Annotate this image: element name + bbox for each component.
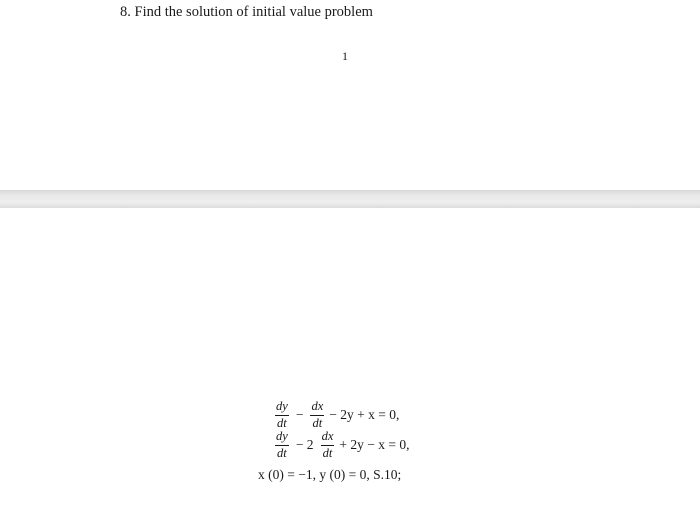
- equation-system: [258, 400, 409, 488]
- fraction-denominator: dt: [322, 445, 333, 460]
- fraction-numerator: dy: [275, 400, 289, 415]
- fraction-dy-dt: [275, 430, 289, 459]
- fraction-dy-dt: [275, 400, 289, 429]
- initial-conditions-text: x (0) = −1, y (0) = 0, S.10;: [258, 467, 402, 482]
- initial-conditions: [258, 462, 409, 488]
- operator: − 2: [295, 437, 314, 452]
- fraction-denominator: dt: [277, 445, 287, 460]
- fraction-numerator: dy: [275, 430, 289, 445]
- equation-1: [272, 400, 409, 430]
- page-top-region: [0, 0, 700, 190]
- equation-tail: + 2y − x = 0,: [339, 437, 410, 452]
- fraction-dx-dt: [310, 400, 324, 429]
- operator: −: [295, 407, 304, 422]
- fraction-dx-dt: [321, 430, 335, 459]
- page-separator: [0, 190, 700, 208]
- fraction-numerator: dx: [321, 430, 335, 445]
- fraction-denominator: dt: [312, 415, 323, 430]
- equation-tail: − 2y + x = 0,: [329, 407, 400, 422]
- problem-heading: 8. Find the solution of initial value problem: [120, 4, 373, 20]
- page-number: 1: [342, 49, 348, 63]
- fraction-numerator: dx: [310, 400, 324, 415]
- fraction-denominator: dt: [277, 415, 287, 430]
- equation-2: [272, 430, 409, 460]
